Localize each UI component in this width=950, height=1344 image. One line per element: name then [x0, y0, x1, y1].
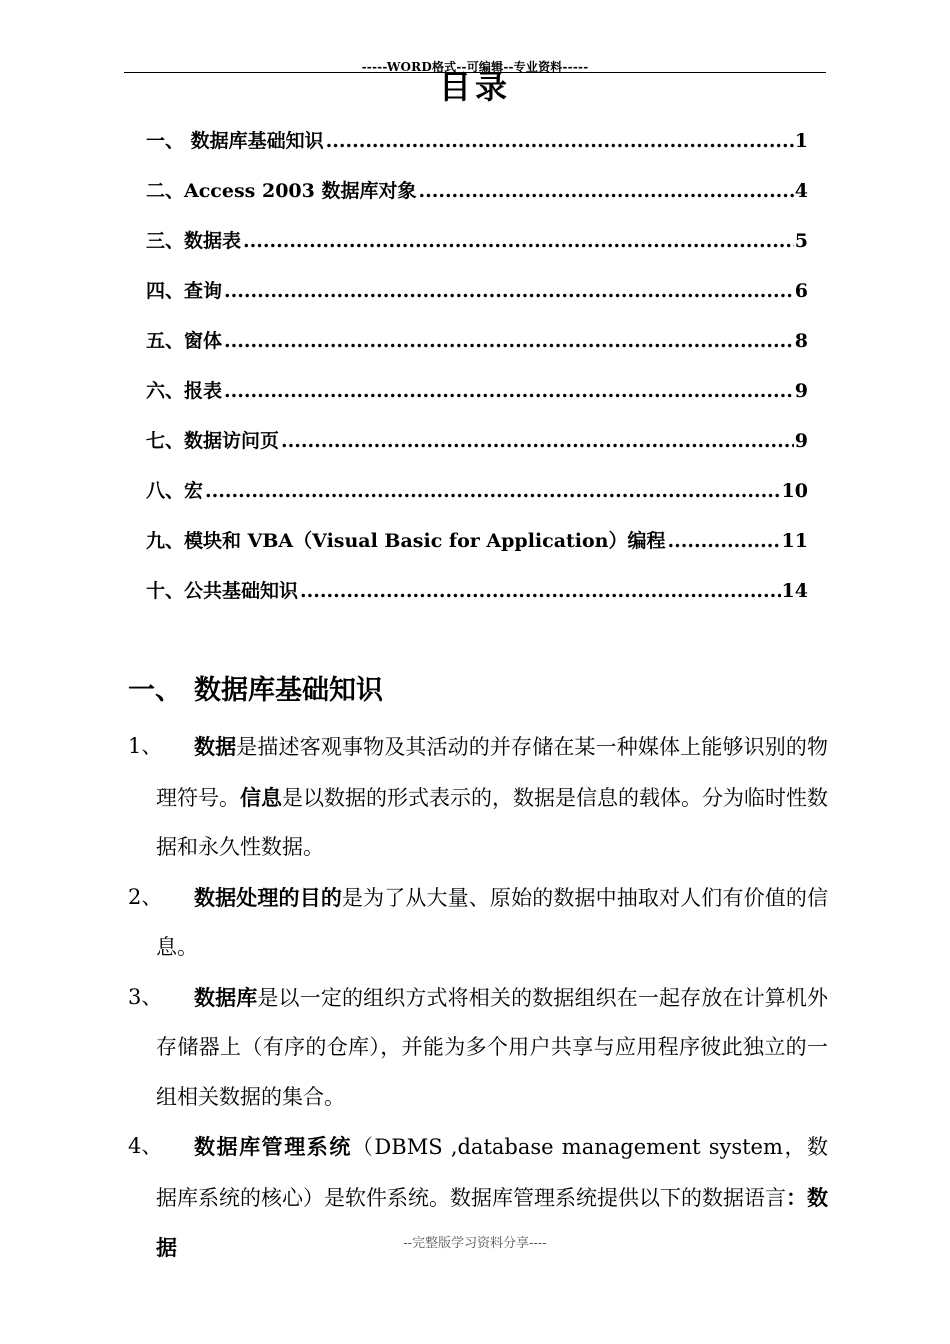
toc-entry-page: 11	[781, 530, 808, 552]
toc-entry-page: 9	[794, 430, 808, 452]
toc-entry[interactable]	[146, 176, 808, 226]
toc-entry[interactable]	[146, 326, 808, 376]
bold-term: 数据库管理系统	[194, 1134, 352, 1159]
toc-leader-dots	[668, 530, 781, 552]
text-run: （DBMS ,database management system，数据库系统的核心）是软件系统。数据库管理系统提供以下的数据语言	[156, 1135, 828, 1210]
toc-leader-dots	[224, 330, 794, 352]
toc-entry[interactable]	[146, 276, 808, 326]
toc-entry-label: 八、宏	[146, 480, 204, 502]
list-item-number: 2、	[128, 884, 163, 909]
toc-leader-dots	[418, 180, 793, 202]
text-run: 是描述客观事物及其活动的并存储在某一种媒体上能够识别的物理符号。	[156, 735, 829, 810]
bold-term: 数据库	[194, 984, 258, 1010]
list-item-number: 3、	[128, 984, 163, 1009]
list-item	[128, 973, 828, 1123]
toc-title: 目录	[438, 68, 511, 106]
toc-entry-label: 九、模块和 VBA（Visual Basic for Application）编程	[146, 530, 666, 552]
toc-entry[interactable]	[146, 426, 808, 476]
toc-entry-page: 8	[794, 330, 808, 352]
list-item-number: 4、	[128, 1134, 163, 1158]
section-heading	[128, 668, 383, 707]
toc-entry-label: 十、公共基础知识	[146, 580, 299, 602]
toc-leader-dots	[205, 480, 781, 502]
toc-entry[interactable]	[146, 476, 808, 526]
toc-entry-page: 4	[794, 180, 808, 202]
section-body	[128, 722, 828, 1274]
bold-term: 数据处理的目的	[194, 884, 342, 910]
toc-leader-dots	[224, 380, 794, 402]
section-title: 数据库基础知识	[194, 675, 383, 706]
list-item-text	[156, 873, 828, 973]
text-run: 是以数据的形式表示的，数据是信息的载体。分为临时性数据和永久性数据。	[156, 785, 828, 859]
list-item-number: 1、	[128, 734, 163, 758]
toc-entry[interactable]	[146, 226, 808, 276]
toc-entry-label: 四、查询	[146, 280, 223, 302]
toc-entry[interactable]	[146, 376, 808, 426]
toc-entry-label: 五、窗体	[146, 330, 223, 352]
toc-entry-page: 6	[794, 280, 808, 302]
toc-leader-dots	[243, 230, 794, 252]
text-run: 是以一定的组织方式将相关的数据组织在一起存放在计算机外存储器上（有序的仓库），并能为多个用户共享与应用程序彼此独立的一组相关数据的集合。	[156, 985, 829, 1109]
bold-term: ：数据	[156, 1184, 828, 1260]
page-footer: --完整版学习资料分享----	[403, 1236, 547, 1251]
toc-entry-page: 1	[794, 130, 808, 152]
toc-entry-label: 三、数据表	[146, 230, 242, 252]
toc-leader-dots	[224, 280, 794, 302]
toc-entry[interactable]	[146, 576, 808, 626]
toc-entry-label: 一、 数据库基础知识	[146, 130, 324, 152]
toc-entry-label: 二、Access 2003 数据库对象	[146, 180, 417, 202]
toc-entry[interactable]	[146, 526, 808, 576]
list-item-text	[156, 722, 828, 873]
list-item	[128, 873, 828, 973]
list-item	[128, 722, 828, 873]
section-number: 一、	[128, 675, 182, 706]
toc-entry-page: 14	[781, 580, 808, 602]
toc-entry-label: 七、数据访问页	[146, 430, 280, 452]
toc-leader-dots	[300, 580, 781, 602]
toc-entry-page: 5	[794, 230, 808, 252]
list-item-text	[156, 973, 828, 1123]
text-run: 是为了从大量、原始的数据中抽取对人们有价值的信息。	[156, 885, 829, 959]
page-header: -----WORD格式--可编辑--专业资料-----	[361, 60, 589, 74]
toc-entry-label: 六、报表	[146, 380, 223, 402]
toc-entry-page: 10	[781, 480, 808, 502]
table-of-contents	[146, 126, 808, 626]
toc-entry[interactable]	[146, 126, 808, 176]
bold-term: 信息	[240, 784, 282, 810]
toc-leader-dots	[281, 430, 794, 452]
bold-term: 数据	[194, 734, 237, 759]
toc-leader-dots	[326, 130, 794, 152]
toc-entry-page: 9	[794, 380, 808, 402]
